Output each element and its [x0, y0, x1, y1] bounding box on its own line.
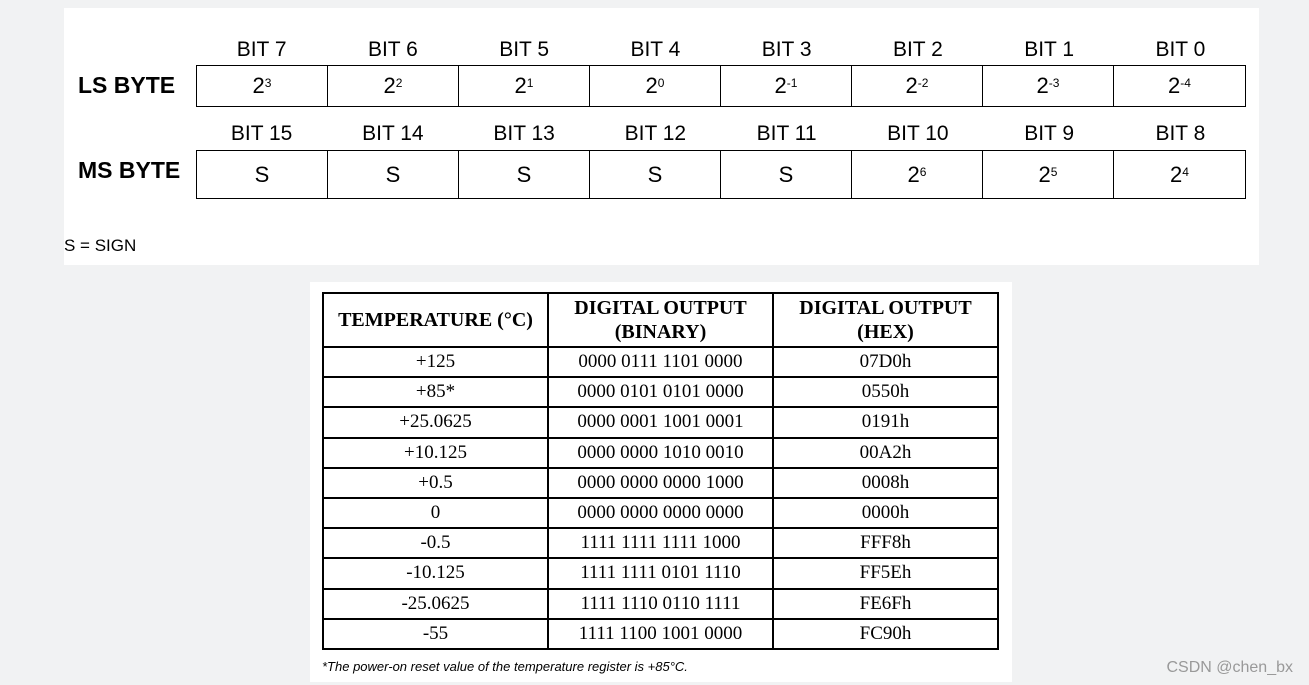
bit-weight-exponent: 4	[1182, 164, 1189, 179]
watermark: CSDN @chen_bx	[1166, 659, 1293, 676]
column-header-line: TEMPERATURE (°C)	[338, 309, 533, 331]
column-header	[548, 293, 773, 347]
ls_byte-bit-header: BIT 5	[499, 38, 550, 61]
table-cell: 1111 1111 1111 1000	[548, 528, 773, 558]
table-cell: 0000 0000 0000 0000	[548, 498, 773, 528]
column-header-line: (HEX)	[857, 321, 914, 343]
table-row	[323, 528, 998, 558]
bit-weight-exponent: 3	[264, 76, 272, 90]
ms_byte-bit-header: BIT 11	[756, 122, 817, 145]
table-header-row	[323, 293, 998, 347]
footnote: *The power-on reset value of the temperature register is +85°C.	[322, 659, 688, 674]
bit-weight-exponent: 6	[919, 164, 927, 179]
ms_byte-bit-cell	[328, 151, 459, 198]
table-row	[323, 438, 998, 468]
temperature-data-table	[322, 292, 999, 650]
temperature-table-panel	[310, 282, 1012, 682]
bit-layout-panel	[64, 8, 1259, 265]
ls_byte-bit-cell	[328, 66, 459, 106]
table-cell: 0000 0111 1101 0000	[548, 347, 773, 377]
sign-legend: S = SIGN	[64, 236, 137, 255]
ms_byte-bit-cell	[721, 151, 852, 198]
table-cell: 0008h	[773, 468, 998, 498]
column-header	[323, 293, 548, 347]
bit-weight-base: S	[385, 161, 401, 187]
bit-weight-base: 2	[1170, 161, 1183, 187]
table-row	[323, 377, 998, 407]
ls_byte-bit-header: BIT 1	[1024, 38, 1075, 61]
ms_byte-bit-cell	[983, 151, 1114, 198]
table-cell: 0191h	[773, 407, 998, 437]
ls_byte-bit-header: BIT 0	[1155, 38, 1206, 61]
table-cell: 00A2h	[773, 438, 998, 468]
bit-weight-base: 2	[1168, 73, 1181, 98]
table-row	[323, 619, 998, 649]
ms-byte-table	[196, 150, 1246, 199]
column-header-line: (BINARY)	[614, 321, 707, 343]
table-row	[323, 558, 998, 588]
bit-weight-base: 2	[907, 161, 920, 187]
bit-weight-exponent: 5	[1050, 164, 1058, 179]
ls_byte-bit-cell	[721, 66, 852, 106]
bit-weight-base: 2	[252, 73, 265, 98]
table-cell: 1111 1111 0101 1110	[548, 558, 773, 588]
bit-weight-exponent: 0	[657, 76, 665, 90]
table-row	[323, 347, 998, 377]
ms-byte-bit-headers	[196, 122, 1246, 146]
ms_byte-bit-header: BIT 8	[1155, 122, 1206, 145]
ls_byte-bit-cell	[590, 66, 721, 106]
table-cell: FF5Eh	[773, 558, 998, 588]
column-header-line: DIGITAL OUTPUT	[574, 297, 747, 319]
table-cell: 0550h	[773, 377, 998, 407]
table-cell: +0.5	[323, 468, 548, 498]
ls-byte-table	[196, 65, 1246, 107]
table-cell: 07D0h	[773, 347, 998, 377]
ms_byte-bit-cell	[459, 151, 590, 198]
bit-weight-base: 2	[645, 73, 658, 98]
ms_byte-bit-cell	[590, 151, 721, 198]
table-row	[323, 498, 998, 528]
table-cell: FFF8h	[773, 528, 998, 558]
ms-byte-label: MS BYTE	[78, 157, 181, 183]
ls_byte-bit-header: BIT 4	[630, 38, 681, 61]
table-cell: 1111 1100 1001 0000	[548, 619, 773, 649]
bit-weight-exponent: -1	[786, 76, 798, 90]
ls_byte-bit-cell	[983, 66, 1114, 106]
table-cell: -10.125	[323, 558, 548, 588]
table-cell: 0000 0000 0000 1000	[548, 468, 773, 498]
table-cell: +85*	[323, 377, 548, 407]
bit-weight-exponent: -2	[917, 76, 929, 90]
ms_byte-bit-header: BIT 13	[493, 122, 555, 145]
ls-byte-bit-headers	[196, 38, 1246, 62]
table-row	[323, 589, 998, 619]
ls_byte-bit-header: BIT 3	[761, 38, 812, 61]
column-header	[773, 293, 998, 347]
ms_byte-bit-header: BIT 14	[362, 122, 424, 145]
table-cell: 1111 1110 0110 1111	[548, 589, 773, 619]
bit-weight-base: 2	[514, 73, 527, 98]
table-cell: 0000 0000 1010 0010	[548, 438, 773, 468]
table-cell: +10.125	[323, 438, 548, 468]
ls_byte-bit-header: BIT 6	[367, 38, 418, 61]
ms_byte-bit-header: BIT 15	[230, 122, 293, 145]
table-cell: -55	[323, 619, 548, 649]
ls_byte-bit-cell	[197, 66, 328, 106]
table-cell: -0.5	[323, 528, 548, 558]
ls_byte-bit-cell	[1114, 66, 1245, 106]
bit-weight-base: S	[254, 161, 270, 187]
ls_byte-bit-cell	[459, 66, 590, 106]
bit-weight-exponent: 1	[526, 76, 534, 90]
ms_byte-bit-header: BIT 12	[624, 122, 687, 145]
column-header-line: DIGITAL OUTPUT	[799, 297, 972, 319]
table-cell: FE6Fh	[773, 589, 998, 619]
bit-weight-base: 2	[905, 73, 918, 98]
table-cell: +125	[323, 347, 548, 377]
ls-byte-label: LS BYTE	[78, 72, 176, 98]
ls_byte-bit-header: BIT 7	[236, 38, 287, 61]
ms_byte-bit-header: BIT 9	[1024, 122, 1075, 145]
bit-weight-base: 2	[383, 73, 396, 98]
ms_byte-bit-cell	[852, 151, 983, 198]
table-cell: +25.0625	[323, 407, 548, 437]
table-row	[323, 468, 998, 498]
bit-weight-base: 2	[774, 73, 787, 98]
ls_byte-bit-cell	[852, 66, 983, 106]
table-cell: 0000 0101 0101 0000	[548, 377, 773, 407]
bit-weight-exponent: -4	[1180, 76, 1191, 90]
bit-weight-base: S	[778, 161, 794, 187]
ms_byte-bit-cell	[1114, 151, 1245, 198]
bit-weight-base: 2	[1036, 73, 1049, 98]
bit-weight-exponent: 2	[395, 76, 403, 90]
ms_byte-bit-header: BIT 10	[887, 122, 949, 145]
ms_byte-bit-cell	[197, 151, 328, 198]
table-cell: 0000 0001 1001 0001	[548, 407, 773, 437]
bit-weight-exponent: -3	[1048, 76, 1060, 90]
bit-weight-base: S	[647, 161, 663, 187]
bit-weight-base: S	[516, 161, 532, 187]
table-cell: -25.0625	[323, 589, 548, 619]
ls_byte-bit-header: BIT 2	[892, 38, 943, 61]
bit-weight-base: 2	[1038, 161, 1051, 187]
table-cell: FC90h	[773, 619, 998, 649]
table-cell: 0000h	[773, 498, 998, 528]
table-row	[323, 407, 998, 437]
table-cell: 0	[323, 498, 548, 528]
